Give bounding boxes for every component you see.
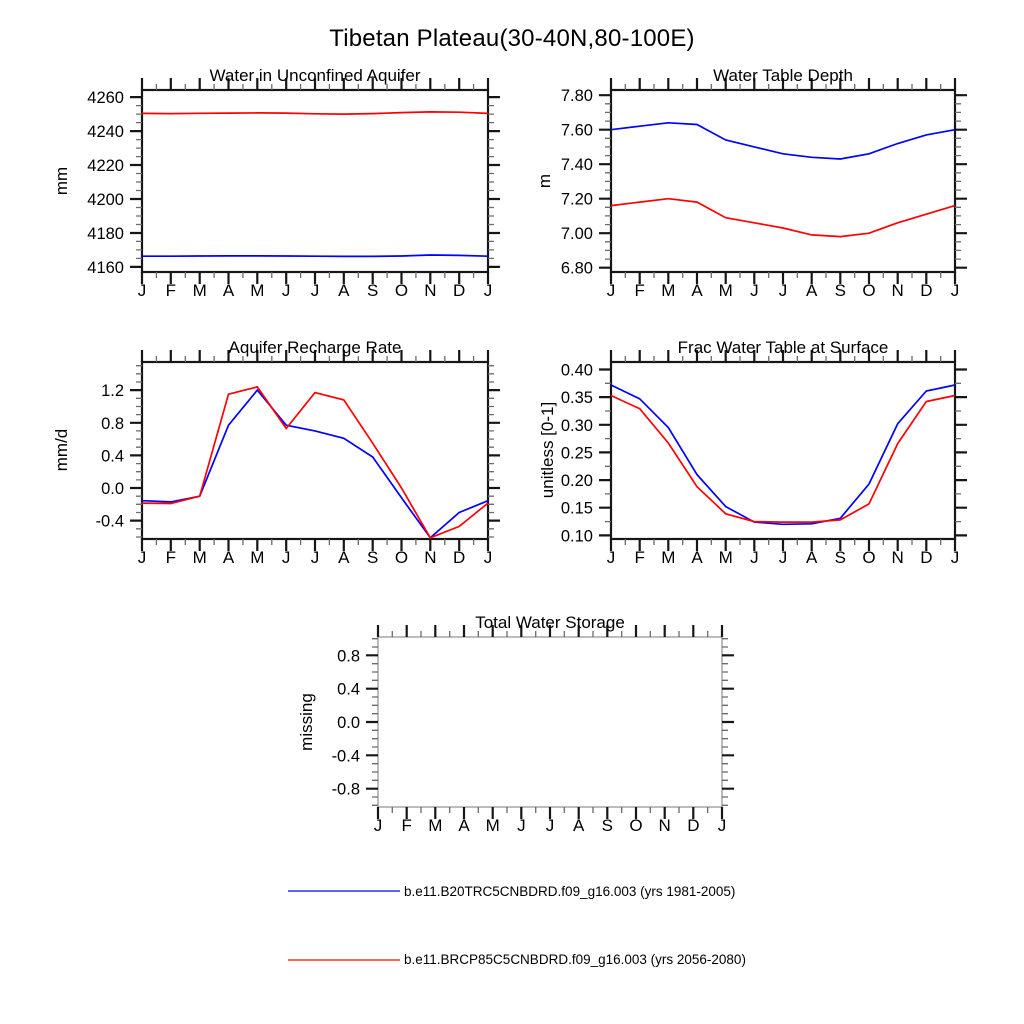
major-ticks	[130, 350, 500, 551]
major-ticks	[366, 625, 734, 819]
svg-text:D: D	[687, 816, 700, 835]
y-axis-label-frac-water-table: unitless [0-1]	[538, 401, 557, 499]
y-axis-label-water-unconfined: mm	[52, 166, 71, 196]
y-tick-labels	[561, 87, 593, 278]
panel-total-water-storage	[332, 625, 734, 835]
svg-text:J: J	[137, 548, 147, 567]
major-ticks	[599, 78, 967, 284]
svg-text:N: N	[424, 548, 437, 567]
svg-text:4160: 4160	[87, 258, 124, 277]
svg-text:-0.4: -0.4	[331, 747, 360, 766]
svg-text:J: J	[281, 281, 291, 300]
minor-ticks	[136, 356, 494, 545]
svg-text:0.4: 0.4	[101, 447, 124, 466]
svg-text:7.80: 7.80	[560, 87, 593, 106]
svg-text:J: J	[606, 548, 616, 567]
svg-text:M: M	[661, 281, 676, 300]
svg-text:A: A	[805, 548, 818, 567]
series-line-red	[142, 112, 488, 114]
svg-text:J: J	[750, 281, 759, 300]
svg-text:J: J	[717, 816, 727, 835]
svg-text:J: J	[545, 816, 555, 835]
svg-text:A: A	[458, 816, 470, 835]
x-tick-labels	[607, 548, 960, 567]
svg-text:7.40: 7.40	[560, 156, 593, 175]
x-tick-labels	[607, 281, 960, 300]
y-axis-label-aquifer-recharge: mm/d	[52, 428, 71, 472]
svg-text:A: A	[805, 281, 818, 300]
svg-text:M: M	[718, 281, 733, 300]
svg-text:A: A	[222, 548, 235, 567]
series-line-blue	[142, 390, 488, 538]
svg-text:7.20: 7.20	[560, 190, 593, 209]
legend-label-rcp85: b.e11.BRCP85C5CNBDRD.f09_g16.003 (yrs 2056-2080)	[404, 952, 746, 967]
svg-text:F: F	[165, 548, 177, 567]
svg-text:S: S	[834, 281, 847, 300]
svg-text:0.15: 0.15	[560, 499, 593, 518]
major-ticks	[130, 78, 500, 284]
svg-text:4200: 4200	[87, 190, 124, 209]
svg-text:0.4: 0.4	[337, 680, 360, 699]
svg-text:D: D	[453, 281, 466, 300]
y-tick-labels	[87, 89, 124, 277]
svg-text:4180: 4180	[87, 224, 124, 243]
svg-text:O: O	[862, 281, 876, 300]
svg-text:J: J	[950, 548, 960, 567]
svg-text:A: A	[338, 548, 350, 567]
svg-text:A: A	[222, 281, 235, 300]
svg-text:0.40: 0.40	[560, 361, 593, 380]
x-tick-labels	[138, 281, 493, 300]
y-tick-labels	[561, 361, 593, 545]
svg-text:4220: 4220	[87, 157, 124, 176]
svg-text:S: S	[366, 548, 379, 567]
minor-ticks	[605, 84, 961, 278]
legend-label-historical: b.e11.B20TRC5CNBDRD.f09_g16.003 (yrs 1981-2005)	[404, 884, 736, 899]
svg-text:-0.4: -0.4	[95, 512, 124, 531]
svg-text:M: M	[718, 548, 733, 567]
svg-text:F: F	[634, 281, 645, 300]
svg-text:6.80: 6.80	[560, 259, 593, 278]
svg-text:J: J	[950, 281, 960, 300]
svg-text:A: A	[691, 281, 703, 300]
svg-text:J: J	[281, 548, 291, 567]
panel-title-water-unconfined: Water in Unconfined Aquifer	[209, 66, 421, 85]
svg-text:J: J	[517, 816, 526, 835]
svg-text:O: O	[629, 816, 643, 835]
series-line-red	[611, 396, 955, 523]
svg-text:J: J	[483, 281, 493, 300]
svg-text:J: J	[137, 281, 147, 300]
svg-text:0.10: 0.10	[560, 527, 593, 546]
svg-text:O: O	[394, 548, 409, 567]
svg-text:0.0: 0.0	[337, 714, 360, 732]
svg-text:M: M	[661, 548, 676, 567]
svg-text:M: M	[250, 281, 265, 300]
panel-water-unconfined	[87, 78, 500, 300]
svg-text:-0.8: -0.8	[331, 780, 360, 799]
y-tick-labels	[96, 382, 124, 531]
minor-ticks	[605, 356, 961, 545]
svg-text:N: N	[891, 281, 904, 300]
svg-text:0.0: 0.0	[101, 480, 124, 499]
svg-text:0.20: 0.20	[560, 472, 593, 491]
svg-text:S: S	[834, 548, 847, 567]
panel-title-aquifer-recharge: Aquifer Recharge Rate	[228, 338, 402, 357]
svg-text:O: O	[394, 281, 409, 300]
svg-text:A: A	[572, 816, 585, 835]
svg-text:F: F	[401, 816, 412, 835]
panel-frac-water-table	[561, 350, 967, 567]
svg-text:J: J	[778, 281, 788, 300]
svg-text:M: M	[192, 281, 207, 300]
panel-water-table-depth	[561, 78, 967, 300]
svg-text:M: M	[428, 816, 443, 835]
svg-text:N: N	[658, 816, 671, 835]
panel-title-frac-water-table: Frac Water Table at Surface	[677, 338, 889, 357]
svg-text:O: O	[862, 548, 876, 567]
series-line-blue	[142, 255, 488, 256]
svg-text:J: J	[483, 548, 493, 567]
svg-text:J: J	[310, 281, 320, 300]
svg-text:J: J	[778, 548, 788, 567]
svg-text:F: F	[165, 281, 177, 300]
svg-text:F: F	[634, 548, 645, 567]
svg-text:A: A	[691, 548, 703, 567]
series-line-red	[142, 387, 488, 538]
svg-text:0.25: 0.25	[560, 444, 593, 463]
svg-text:S: S	[366, 281, 379, 300]
svg-text:J: J	[606, 281, 616, 300]
series-line-red	[611, 199, 955, 237]
svg-text:J: J	[373, 816, 383, 835]
panel-title-total-water-storage: Total Water Storage	[475, 613, 625, 632]
svg-text:N: N	[424, 281, 437, 300]
svg-text:D: D	[453, 548, 466, 567]
figure-title: Tibetan Plateau(30-40N,80-100E)	[329, 25, 695, 52]
svg-text:D: D	[920, 281, 933, 300]
x-tick-labels	[374, 816, 727, 835]
series-line-blue	[611, 123, 955, 159]
svg-text:D: D	[920, 548, 933, 567]
svg-text:1.2: 1.2	[101, 382, 124, 401]
svg-text:M: M	[250, 548, 265, 567]
svg-text:0.35: 0.35	[560, 389, 593, 408]
x-tick-labels	[138, 548, 493, 567]
svg-text:0.8: 0.8	[337, 647, 360, 666]
series-line-blue	[611, 385, 955, 524]
svg-text:S: S	[601, 816, 614, 835]
svg-text:4260: 4260	[87, 89, 124, 108]
svg-text:7.00: 7.00	[560, 225, 593, 244]
svg-text:N: N	[891, 548, 904, 567]
svg-text:4240: 4240	[87, 123, 124, 142]
svg-text:0.30: 0.30	[560, 416, 593, 435]
y-axis-label-water-table-depth: m	[535, 173, 554, 189]
svg-text:M: M	[192, 548, 207, 567]
panel-title-water-table-depth: Water Table Depth	[713, 66, 853, 85]
svg-text:A: A	[338, 281, 350, 300]
svg-text:7.60: 7.60	[560, 121, 593, 140]
svg-text:J: J	[310, 548, 320, 567]
major-ticks	[599, 350, 967, 551]
y-axis-label-total-water-storage: missing	[297, 693, 316, 751]
svg-text:M: M	[485, 816, 500, 835]
panel-aquifer-recharge	[96, 350, 500, 567]
y-tick-labels	[332, 647, 360, 798]
svg-text:0.8: 0.8	[101, 414, 124, 433]
minor-ticks	[372, 631, 728, 813]
svg-text:J: J	[750, 548, 759, 567]
